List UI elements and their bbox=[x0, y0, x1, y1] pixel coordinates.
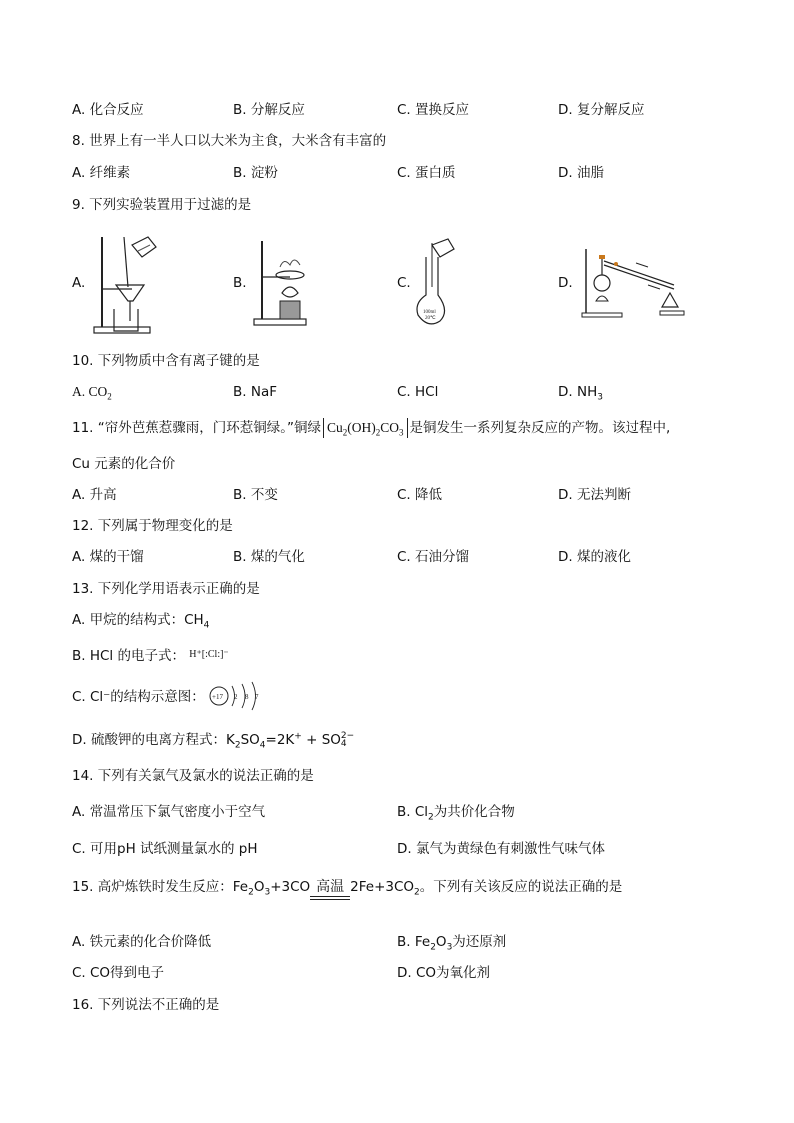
flask-label-temp: 20℃ bbox=[425, 316, 436, 321]
q7-option-c: C. 置换反应 bbox=[397, 102, 470, 118]
q13-option-a: A. 甲烷的结构式：$CH_4$ bbox=[72, 612, 210, 631]
flask-label-volume: 100ml bbox=[423, 310, 436, 315]
hcl-electron-formula: H⁺[:Cl:]⁻ bbox=[189, 649, 229, 660]
shell-3-count: 7 bbox=[255, 693, 259, 701]
q12-option-b: B. 煤的气化 bbox=[233, 549, 305, 565]
shell-1-count: 2 bbox=[234, 693, 238, 701]
q13-option-d: D. 硫酸钾的电离方程式：$K_2SO_4=2K^+$ + SO 2− 4 bbox=[72, 731, 355, 751]
q9-label-a: A. bbox=[72, 275, 86, 291]
q15-option-a: A. 铁元素的化合价降低 bbox=[72, 934, 212, 950]
chloride-ion-structure-diagram bbox=[208, 681, 268, 711]
q7-option-d: D. 复分解反应 bbox=[558, 102, 645, 118]
copper-carbonate-formula: $Cu_2(OH)_2CO_3$ bbox=[323, 418, 408, 438]
q9-stem: 9. 下列实验装置用于过滤的是 bbox=[72, 197, 252, 213]
q15-option-b: B. $Fe_2O_3$为还原剂 bbox=[397, 934, 507, 953]
q15-option-d: D. CO为氧化剂 bbox=[397, 965, 491, 981]
q11-option-c: C. 降低 bbox=[397, 487, 443, 503]
q8-option-a: A. 纤维素 bbox=[72, 165, 131, 181]
q15-option-c: C. CO得到电子 bbox=[72, 965, 165, 981]
q16-stem: 16. 下列说法不正确的是 bbox=[72, 997, 220, 1013]
q10-stem: 10. 下列物质中含有离子键的是 bbox=[72, 353, 260, 369]
distillation-apparatus-figure bbox=[578, 245, 698, 321]
q9-label-c: C. bbox=[397, 275, 411, 291]
q8-option-c: C. 蛋白质 bbox=[397, 165, 456, 181]
q14-option-a: A. 常温常压下氯气密度小于空气 bbox=[72, 804, 266, 820]
q8-option-b: B. 淀粉 bbox=[233, 165, 278, 181]
q10-option-b: B. NaF bbox=[233, 384, 277, 400]
q8-stem: 8. 世界上有一半人口以大米为主食，大米含有丰富的 bbox=[72, 133, 387, 149]
filtration-apparatus-figure bbox=[88, 227, 168, 337]
volumetric-flask-figure bbox=[410, 237, 456, 329]
reaction-condition: 高温 bbox=[310, 880, 350, 904]
q11-stem-line2: Cu 元素的化合价 bbox=[72, 456, 176, 472]
q12-option-c: C. 石油分馏 bbox=[397, 549, 470, 565]
q10-option-c: C. HCl bbox=[397, 384, 439, 400]
q15-stem: 15. 高炉炼铁时发生反应：$Fe_2O_3+3CO$ 高温 $2Fe+3CO_2$。下列有关该反应的说法正确的是 bbox=[72, 870, 622, 904]
q12-option-d: D. 煤的液化 bbox=[558, 549, 631, 565]
q14-option-b: B. $Cl_2$为共价化合物 bbox=[397, 804, 515, 823]
q13-stem: 13. 下列化学用语表示正确的是 bbox=[72, 581, 260, 597]
q11-option-b: B. 不变 bbox=[233, 487, 278, 503]
q14-option-c: C. 可用pH 试纸测量氯水的 pH bbox=[72, 841, 258, 857]
q8-option-d: D. 油脂 bbox=[558, 165, 604, 181]
q11-option-a: A. 升高 bbox=[72, 487, 117, 503]
q12-option-a: A. 煤的干馏 bbox=[72, 549, 144, 565]
q13-option-c: C. Cl⁻的结构示意图： bbox=[72, 689, 205, 705]
q14-stem: 14. 下列有关氯气及氯水的说法正确的是 bbox=[72, 768, 314, 784]
q11-option-d: D. 无法判断 bbox=[558, 487, 631, 503]
q11-stem-line1: 11. “帘外芭蕉惹骤雨，门环惹铜绿。”铜绿 $Cu_2(OH)_2CO_3$ 是铜发生一系列复杂反应的产物。该过程中, bbox=[72, 420, 671, 438]
q9-label-b: B. bbox=[233, 275, 247, 291]
q7-option-a: A. 化合反应 bbox=[72, 102, 144, 118]
q13-option-b: B. HCl 的电子式： $^{H^+[:Cl:]^-}$ bbox=[72, 648, 229, 664]
q14-option-d: D. 氯气为黄绿色有刺激性气味气体 bbox=[397, 841, 605, 857]
q7-option-b: B. 分解反应 bbox=[233, 102, 305, 118]
q9-label-d: D. bbox=[558, 275, 573, 291]
q10-option-d: D. $NH_3$ bbox=[558, 384, 603, 403]
q10-option-a: A. $CO_2$ bbox=[72, 384, 112, 402]
shell-2-count: 8 bbox=[245, 693, 249, 701]
q12-stem: 12. 下列属于物理变化的是 bbox=[72, 518, 233, 534]
nucleus-charge: +17 bbox=[212, 693, 223, 701]
evaporation-apparatus-figure bbox=[250, 237, 314, 329]
